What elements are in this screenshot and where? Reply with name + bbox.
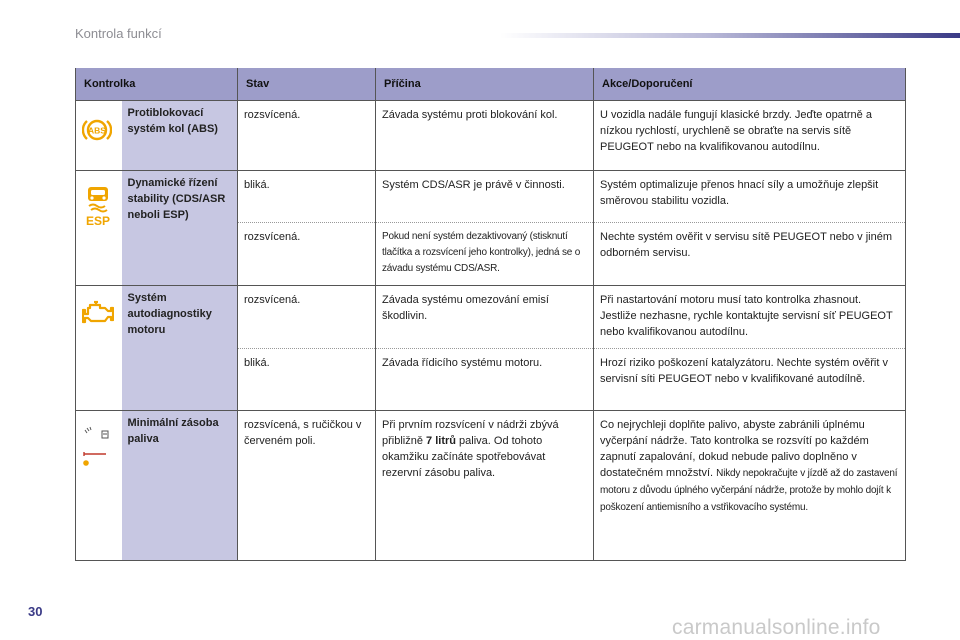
action-cell: Hrozí riziko poškození katalyzátoru. Nechte systém ověřit v servisní síti PEUGEOT nebo v kvalifikované autodílně. (594, 349, 906, 411)
action-text: Co nejrychleji doplňte palivo, abyste zabránili úplnému vyčerpání nádrže. Tato kontrolka se rozsvítí po každém zapnutí zapalování, dokud nebude palivo doplněno v dostatečném množství. (600, 419, 869, 479)
column-header-kontrolka: Kontrolka (76, 68, 238, 101)
svg-text:ABS: ABS (88, 125, 106, 136)
esp-warning-icon (82, 185, 114, 229)
watermark: carmanualsonline.info (672, 616, 881, 639)
action-cell: Nechte systém ověřit v servisu sítě PEUGEOT nebo v jiném odborném servisu. (594, 223, 906, 286)
icon-cell (76, 171, 122, 286)
icon-cell (76, 286, 122, 411)
table-header-row (76, 68, 906, 101)
warning-name: Protiblokovací systém kol (ABS) (122, 101, 238, 171)
status-cell: rozsvícená. (238, 101, 376, 171)
abs-warning-icon (82, 115, 112, 145)
status-cell: rozsvícená, s ručičkou v červeném poli. (238, 411, 376, 561)
warning-name: Minimální zásoba paliva (122, 411, 238, 561)
column-header-akce: Akce/Doporučení (594, 68, 906, 101)
cause-cell: Závada řídicího systému motoru. (376, 349, 594, 411)
action-note: Nikdy nepokračujte v jízdě až do zastavení motoru z důvodu úplného vyčerpání nádrže, protože by mohlo dojít k poškození antiemisního a vstřikovacího systému. (600, 468, 898, 513)
page-number: 30 (28, 604, 43, 619)
page-header-title: Kontrola funkcí (75, 26, 162, 41)
column-header-stav: Stav (238, 68, 376, 101)
column-header-pricina: Příčina (376, 68, 594, 101)
svg-text:ESP: ESP (85, 214, 111, 228)
action-cell (594, 411, 906, 561)
cause-cell (376, 411, 594, 561)
icon-cell (76, 101, 122, 171)
table-row (76, 286, 906, 349)
table-row (76, 101, 906, 171)
action-cell: U vozidla nadále fungují klasické brzdy. Jeďte opatrně a nízkou rychlostí, urychleně se obraťte na servis sítě PEUGEOT nebo na kvalifikovanou autodílnu. (594, 101, 906, 171)
cause-text: paliva. Od tohoto okamžiku začínáte spotřebovávat rezervní zásobu paliva. (382, 435, 546, 479)
status-cell: rozsvícená. (238, 286, 376, 349)
action-cell: Systém optimalizuje přenos hnací síly a umožňuje zlepšit směrovou stabilitu vozidla. (594, 171, 906, 223)
cause-cell: Systém CDS/ASR je právě v činnosti. (376, 171, 594, 223)
header-gradient-bar (500, 33, 960, 38)
engine-warning-icon (82, 300, 114, 326)
status-cell: rozsvícená. (238, 223, 376, 286)
warning-lights-table (75, 68, 906, 561)
action-cell: Při nastartování motoru musí tato kontrolka zhasnout. Jestliže nezhasne, rychle kontaktujte servisní síť PEUGEOT nebo kvalifikovanou autodílnu. (594, 286, 906, 349)
table-row (76, 411, 906, 561)
fuel-amount: 7 litrů (426, 435, 456, 447)
status-cell: bliká. (238, 171, 376, 223)
cause-cell: Závada systému proti blokování kol. (376, 101, 594, 171)
table-row (76, 171, 906, 223)
cause-cell: Závada systému omezování emisí škodlivin. (376, 286, 594, 349)
cause-text: Při prvním rozsvícení v nádrži zbývá přibližně (382, 419, 559, 447)
fuel-gauge-icon (82, 425, 114, 469)
icon-cell (76, 411, 122, 561)
warning-name: Systém autodiagnostiky motoru (122, 286, 238, 411)
cause-cell: Pokud není systém dezaktivovaný (stisknutí tlačítka a rozsvícení jeho kontrolky), jedná se o závadu systému CDS/ASR. (376, 223, 594, 286)
warning-name: Dynamické řízení stability (CDS/ASR neboli ESP) (122, 171, 238, 286)
status-cell: bliká. (238, 349, 376, 411)
